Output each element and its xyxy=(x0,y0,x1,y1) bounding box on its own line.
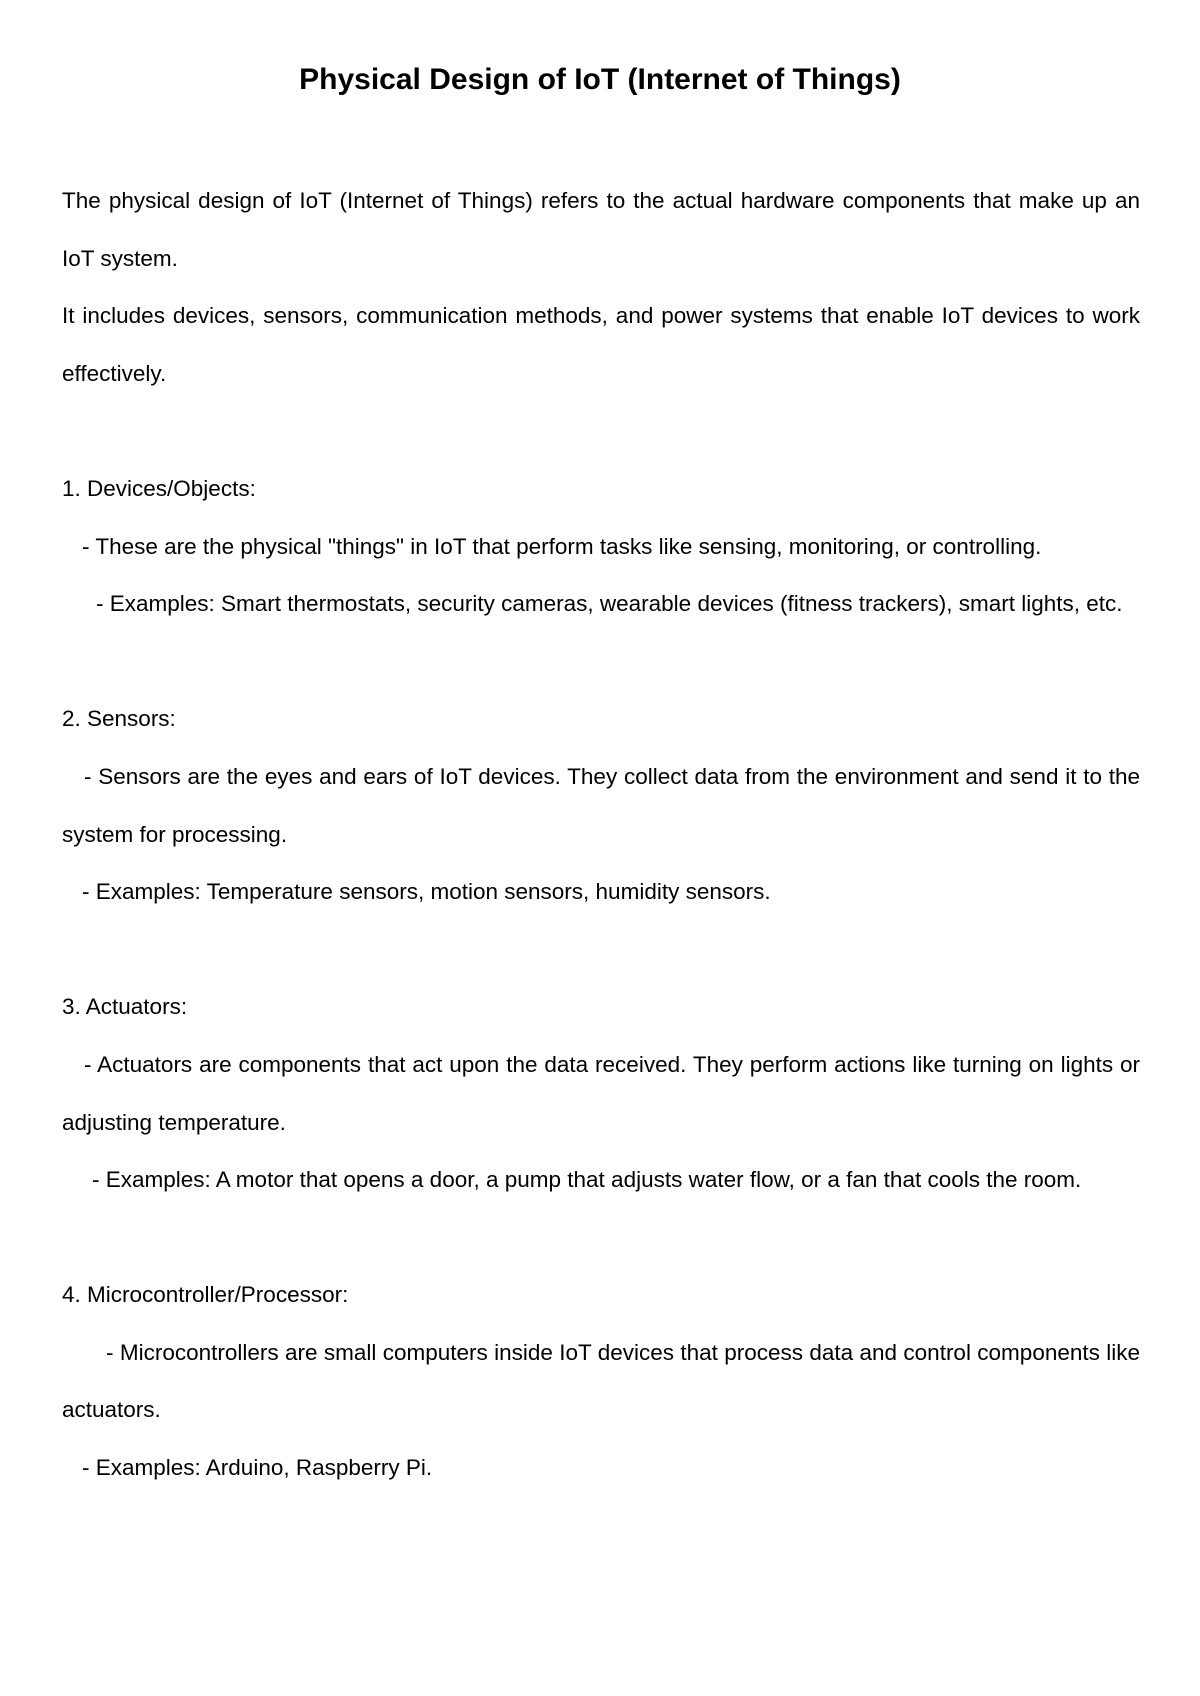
section-sensors-line-2: - Examples: Temperature sensors, motion sensors, humidity sensors. xyxy=(82,879,771,905)
intro-paragraph-2: It includes devices, sensors, communication methods, and power systems that enable IoT devices to work effectively. xyxy=(62,303,1140,386)
section-heading-devices: 1. Devices/Objects: xyxy=(62,475,256,501)
spacer xyxy=(62,633,1140,691)
section-heading-actuators: 3. Actuators: xyxy=(62,994,188,1020)
spacer xyxy=(62,402,1140,460)
document-title: Physical Design of IoT (Internet of Things) xyxy=(299,63,901,96)
section-sensors-line-1: - Sensors are the eyes and ears of IoT devices. They collect data from the environment and send it to the system for processing. xyxy=(62,763,1140,847)
spacer xyxy=(62,1209,1140,1267)
section-heading-microcontroller: 4. Microcontroller/Processor: xyxy=(62,1282,349,1308)
section-actuators-line-1: - Actuators are components that act upon the data received. They perform actions like turning on lights or adjusting temperature. xyxy=(62,1051,1140,1135)
section-devices-line-1: - These are the physical "things" in IoT that perform tasks like sensing, monitoring, or controlling. xyxy=(82,533,1042,559)
section-microcontroller-line-1: - Microcontrollers are small computers inside IoT devices that process data and control components like actuators. xyxy=(62,1339,1140,1423)
section-devices-line-2: - Examples: Smart thermostats, security cameras, wearable devices (fitness trackers), smart lights, etc. xyxy=(96,591,1123,617)
section-actuators-line-2: - Examples: A motor that opens a door, a pump that adjusts water flow, or a fan that cools the room. xyxy=(92,1167,1082,1193)
section-heading-sensors: 2. Sensors: xyxy=(62,706,176,732)
section-microcontroller-line-2: - Examples: Arduino, Raspberry Pi. xyxy=(82,1455,433,1481)
spacer xyxy=(62,921,1140,979)
intro-paragraph-1: The physical design of IoT (Internet of Things) refers to the actual hardware components that make up an IoT system. xyxy=(62,188,1140,271)
document-body xyxy=(62,172,1140,1497)
